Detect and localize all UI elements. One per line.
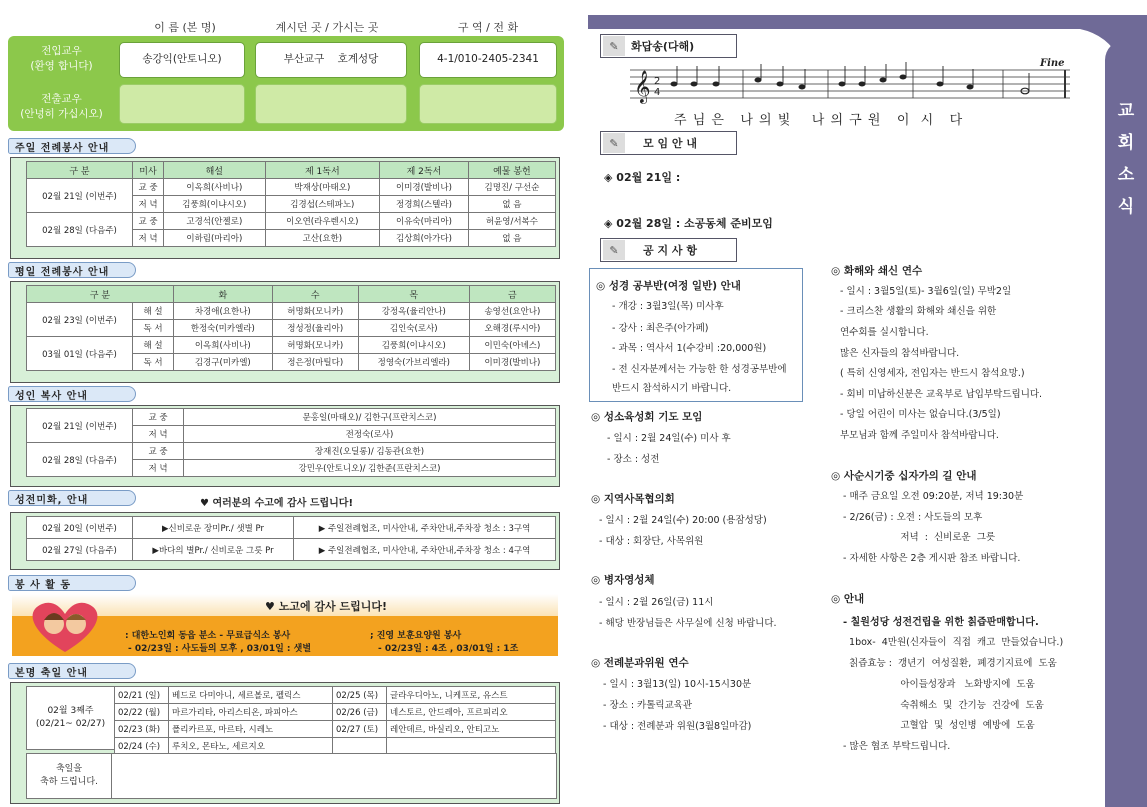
notice-tag (600, 238, 737, 262)
liturgy-line: - 장소 : 카톨릭교육관 (603, 700, 693, 711)
info-line: 칡즙효능 : 갱년기 여성질환, 폐경기지료에 도움 (843, 658, 1057, 669)
cell: 글라우디아노, 니케프로, 유스트 (387, 687, 556, 704)
cell: 네스토르, 안드레아, 프르피리오 (387, 704, 556, 721)
notice-tag-label: 공 지 사 항 (643, 244, 697, 257)
hymn-tag-label: 화답송(다해) (631, 40, 695, 53)
cell: 폴리카르포, 마르타, 시레노 (169, 721, 333, 738)
cell: 이옥희(사비나) (174, 337, 273, 354)
cell: 문홍일(마태오)/ 김한구(프란치스코) (184, 409, 556, 426)
table-row (27, 443, 556, 460)
service-line-1a: : 대한노인회 동읍 분소 - 무료급식소 봉사 (125, 631, 291, 641)
bible-line: - 개강 : 3월3일(목) 미사후 (612, 301, 724, 312)
table-header: 해설 (164, 162, 266, 179)
date-cell: 02월 21일 (이번주) (27, 409, 133, 443)
rosary-line: - 일시 : 2월 24일(수) 미사 후 (607, 433, 731, 444)
cell: 허윤영/서복수 (468, 213, 555, 230)
cross-line: 저녁 : 신비로운 그릇 (843, 532, 996, 543)
cell: 베드로 다미아니, 세르볼로, 펠릭스 (169, 687, 333, 704)
svg-text:𝄞: 𝄞 (634, 70, 651, 103)
renew-line: 연수회를 실시합니다. (840, 327, 929, 338)
cell: 김인숙(로사) (358, 320, 469, 337)
cell: 김경구(미카엘) (174, 354, 273, 371)
date-cell: 02/21 (일) (115, 687, 169, 704)
meeting-tag-label: 모 임 안 내 (643, 137, 697, 150)
date-cell: 02월 23일 (이번주) (27, 303, 133, 337)
meeting-2: ◈ 02월 28일 : 소공동체 준비모임 (604, 217, 773, 230)
cell: ▶ 주일전례협조, 미사안내, 주차안내,주차장 청소 : 3구역 (294, 517, 556, 539)
fine-label: Fine (1040, 58, 1065, 69)
renew-line: 많은 신자들의 참석바랍니다. (840, 348, 960, 359)
transfer-in-phone: 4-1/010-2405-2341 (419, 42, 557, 78)
mass-cell: 저 녁 (133, 196, 164, 213)
transfer-in-place: 부산교구 호계성당 (255, 42, 407, 78)
cell: 강민우(안토니오)/ 김한준(프란치스코) (184, 460, 556, 477)
table-row (27, 337, 556, 354)
transfer-in-label: 전입교우 (환영 합니다) (30, 45, 93, 72)
date-cell: 02월 28일 (다음주) (27, 213, 133, 247)
cell: 고경석(안젤로) (164, 213, 266, 230)
service-line-1b: ; 진영 보훈요양원 봉사 (370, 631, 462, 641)
bible-line: 반드시 참석하시기 바랍니다. (612, 383, 732, 394)
service-thanks: ♥ 노고에 감사 드립니다! (265, 600, 387, 613)
transfer-out-phone (419, 84, 557, 124)
adult-server-table (26, 408, 556, 477)
renew-line: - 일시 : 3월5일(토)- 3월6일(일) 무박2일 (840, 286, 1012, 297)
date-cell: 03월 01일 (다음주) (27, 337, 133, 371)
cell: 허명화(모니카) (272, 303, 358, 320)
cell: 박재상(마태오) (265, 179, 379, 196)
cell: 김풍희(이냐시오) (164, 196, 266, 213)
cell: 없 음 (468, 196, 555, 213)
info-line: - 많은 협조 부탁드립니다. (843, 741, 951, 752)
rosary-title: ◎ 성소육성회 기도 모임 (591, 411, 703, 423)
date-cell: 02월 20일 (이번주) (27, 517, 133, 539)
cell: 차경애(요한나) (174, 303, 273, 320)
table-row (27, 303, 556, 320)
cell: 오해경(루시아) (469, 320, 555, 337)
weekday-liturgy-table (26, 285, 556, 371)
info-line: 1box- 4만원(신자들이 직접 캐고 만들었습니다.) (843, 637, 1064, 648)
cell: 정성정(율리아) (272, 320, 358, 337)
date-cell: 02월 28일 (다음주) (27, 443, 133, 477)
service-title: 봉 사 활 동 (8, 575, 136, 591)
header-name-label: 이 름 (본 명) (154, 21, 216, 34)
date-cell: 02/24 (수) (115, 738, 169, 755)
bible-title: ◎ 성경 공부반(여정 일반) 안내 (596, 280, 741, 292)
dove-icon: ✎ (603, 240, 625, 260)
header-area-label: 구 역 / 전 화 (457, 21, 519, 34)
cell: ▶ 주일전례협조, 미사안내, 주차안내,주차장 청소 : 4구역 (294, 539, 556, 561)
table-row (115, 721, 556, 738)
bible-line: - 전 신자분께서는 가능한 한 성경공부반에 (612, 364, 787, 375)
renew-line: ( 특히 신영세자, 전입자는 반드시 참석요망.) (840, 368, 1025, 379)
date-cell (333, 738, 387, 755)
top-bar (588, 15, 1116, 29)
table-header: 수 (272, 286, 358, 303)
hymn-lyrics: 주 님 은 나 의 빛 나 의 구 원 이 시 다 (674, 113, 964, 128)
table-header: 금 (469, 286, 555, 303)
renew-title: ◎ 화해와 쇄신 연수 (831, 265, 923, 277)
cell: 송영선(요안나) (469, 303, 555, 320)
table-header: 제 2독서 (380, 162, 469, 179)
feast-table (114, 686, 556, 755)
renew-line: 부모님과 함께 주일미사 참석바랍니다. (840, 430, 999, 441)
role-cell: 해 설 (133, 303, 174, 320)
hymn-tag (600, 34, 737, 58)
date-cell: 02월 27일 (다음주) (27, 539, 133, 561)
sidebar-char: 소 (1117, 165, 1135, 185)
meeting-tag (600, 131, 737, 155)
service-line-2a: - 02/23일 : 사도들의 모후 , 03/01일 : 샛별 (128, 644, 312, 654)
cell: 이미경(발비나) (469, 354, 555, 371)
rosary-line: - 장소 : 성전 (607, 454, 660, 465)
transfer-in-name: 송강익(안토니오) (119, 42, 245, 78)
date-cell: 02/22 (월) (115, 704, 169, 721)
table-row (27, 179, 556, 196)
table-header: 목 (358, 286, 469, 303)
liturgy-line: - 일시 : 3월13(일) 10시-15시30분 (603, 679, 752, 690)
cell: 이오연(라우렌시오) (265, 213, 379, 230)
cell (387, 738, 556, 755)
date-cell: 02월 21일 (이번주) (27, 179, 133, 213)
sidebar-char: 교 (1117, 101, 1135, 121)
liturgy-title: ◎ 전례분과위원 연수 (591, 657, 689, 669)
sunday-liturgy-table (26, 161, 556, 247)
transfer-out-name (119, 84, 245, 124)
cell: 이민숙(아녜스) (469, 337, 555, 354)
header-place-label: 계시던 곳 / 가시는 곳 (275, 21, 379, 34)
service-line-2b: - 02/23일 : 4조 , 03/01일 : 1조 (378, 644, 519, 654)
cell: 레안데르, 바실리오, 안티고노 (387, 721, 556, 738)
cross-line: - 2/26(금) : 오전 : 사도들의 모후 (843, 512, 983, 523)
info-line: 아이들성장과 노화방지에 도움 (843, 679, 1035, 690)
cross-line: - 자세한 사항은 2층 게시판 참조 바랍니다. (843, 553, 1021, 564)
dove-icon: ✎ (603, 36, 625, 56)
cell: 고산(요한) (265, 230, 379, 247)
date-cell: 02/23 (화) (115, 721, 169, 738)
sidebar-char: 식 (1117, 197, 1135, 217)
table-row (27, 409, 556, 426)
cell: 이옥희(사비나) (164, 179, 266, 196)
cell: 없 음 (468, 230, 555, 247)
table-header: 예물 봉헌 (468, 162, 555, 179)
sick-line: - 해당 반장님들은 사무실에 신청 바랍니다. (599, 618, 777, 629)
cross-title: ◎ 사순시기중 십자가의 길 안내 (831, 470, 977, 482)
table-row (27, 539, 556, 561)
cell: 이미경(발비나) (380, 179, 469, 196)
cell: 전정숙(로사) (184, 426, 556, 443)
cell: 김경섭(스테파노) (265, 196, 379, 213)
date-cell: 02/27 (토) (333, 721, 387, 738)
sick-line: - 일시 : 2월 26일(금) 11시 (599, 597, 714, 608)
table-row (115, 704, 556, 721)
renew-line: - 회비 미납하신분은 교육부로 납입부탁드립니다. (840, 389, 1043, 400)
mass-cell: 저 녁 (133, 426, 184, 443)
sunday-liturgy-title: 주일 전례봉사 안내 (8, 138, 136, 154)
table-header: 구 분 (27, 162, 133, 179)
cell: 루치오, 몬타노, 세르지오 (169, 738, 333, 755)
renew-line: - 당일 어린이 미사는 없습니다.(3/5일) (840, 409, 1001, 420)
transfer-out-label: 전출교우 (안녕히 가십시오) (20, 93, 103, 120)
transfer-out-place (255, 84, 407, 124)
cell: 이유숙(마리아) (380, 213, 469, 230)
altar-deco-table (26, 516, 556, 561)
region-line: - 대상 : 회장단, 사목위원 (599, 536, 704, 547)
info-title: ◎ 안내 (831, 593, 865, 605)
feast-congrats-box (111, 753, 557, 799)
role-cell: 독 서 (133, 354, 174, 371)
feast-title: 본명 축일 안내 (8, 663, 136, 679)
info-line: 숙취해소 및 간기능 건강에 도움 (843, 700, 1044, 711)
svg-text:2: 2 (654, 76, 661, 87)
info-line: 고혈압 및 성인병 예방에 도움 (843, 720, 1035, 731)
cell: 김풍희(이냐시오) (358, 337, 469, 354)
table-header: 제 1독서 (265, 162, 379, 179)
svg-text:4: 4 (654, 87, 661, 98)
mass-cell: 저 녁 (133, 460, 184, 477)
mass-cell: 교 중 (133, 213, 164, 230)
bible-line: - 과목 : 역사서 1(수강비 :20,000원) (612, 343, 767, 354)
table-row (27, 213, 556, 230)
cell: 허명화(모니카) (272, 337, 358, 354)
mass-cell: 교 중 (133, 443, 184, 460)
altar-deco-title: 성전미화, 안내 (8, 490, 136, 506)
sidebar-char: 회 (1117, 133, 1135, 153)
table-header: 미사 (133, 162, 164, 179)
cell: 정영숙(가브리엘라) (358, 354, 469, 371)
info-line: - 칠원성당 성전건립을 위한 칡즙판매합니다. (843, 617, 1039, 628)
role-cell: 독 서 (133, 320, 174, 337)
cross-line: - 매주 금요일 오전 09:20분, 저녁 19:30분 (843, 491, 1024, 502)
sick-title: ◎ 병자영성체 (591, 574, 655, 586)
cell: 강정옥(율리안나) (358, 303, 469, 320)
table-row (115, 738, 556, 755)
region-line: - 일시 : 2월 24일(수) 20:00 (용잠성당) (599, 515, 767, 526)
sidebar-title (1105, 95, 1147, 223)
cell: 한정숙(미카엘라) (174, 320, 273, 337)
date-cell: 02/26 (금) (333, 704, 387, 721)
cell: 마르가리타, 아리스티온, 파피아스 (169, 704, 333, 721)
date-cell: 02/25 (목) (333, 687, 387, 704)
table-header: 화 (174, 286, 273, 303)
liturgy-line: - 대상 : 전례분과 위원(3월8일마감) (603, 721, 752, 732)
feast-period: 02월 3째주 (02/21~ 02/27) (26, 686, 115, 750)
music-staff (630, 60, 1075, 105)
cell: 장재진(오딜롱)/ 김동관(요한) (184, 443, 556, 460)
role-cell: 해 설 (133, 337, 174, 354)
table-row (115, 687, 556, 704)
bible-line: - 강사 : 최은주(아가페) (612, 323, 709, 334)
dove-icon: ✎ (603, 133, 625, 153)
adult-server-title: 성인 복사 안내 (8, 386, 136, 402)
renew-line: - 크리스찬 생활의 화해와 쇄신을 위한 (840, 306, 997, 317)
cell: 김상희(아가다) (380, 230, 469, 247)
cell: ▶신비로운 장미Pr./ 샛별 Pr (133, 517, 294, 539)
table-row (27, 517, 556, 539)
table-header: 구 분 (27, 286, 174, 303)
cell: 이하림(마리아) (164, 230, 266, 247)
mass-cell: 교 중 (133, 179, 164, 196)
cell: 김명진/ 구선순 (468, 179, 555, 196)
mass-cell: 저 녁 (133, 230, 164, 247)
region-title: ◎ 지역사목협의회 (591, 493, 675, 505)
meeting-1: ◈ 02월 21일 : (604, 171, 681, 184)
heart-couple-icon (20, 596, 110, 656)
feast-congrats: 축일을 축하 드립니다. (26, 753, 112, 799)
altar-thanks: ♥ 여러분의 수고에 감사 드립니다! (200, 498, 354, 509)
cell: ▶바다의 별Pr./ 신비로운 그릇 Pr (133, 539, 294, 561)
mass-cell: 교 중 (133, 409, 184, 426)
cell: 정경희(스텔라) (380, 196, 469, 213)
cell: 정은정(마틸다) (272, 354, 358, 371)
weekday-liturgy-title: 평일 전례봉사 안내 (8, 262, 136, 278)
